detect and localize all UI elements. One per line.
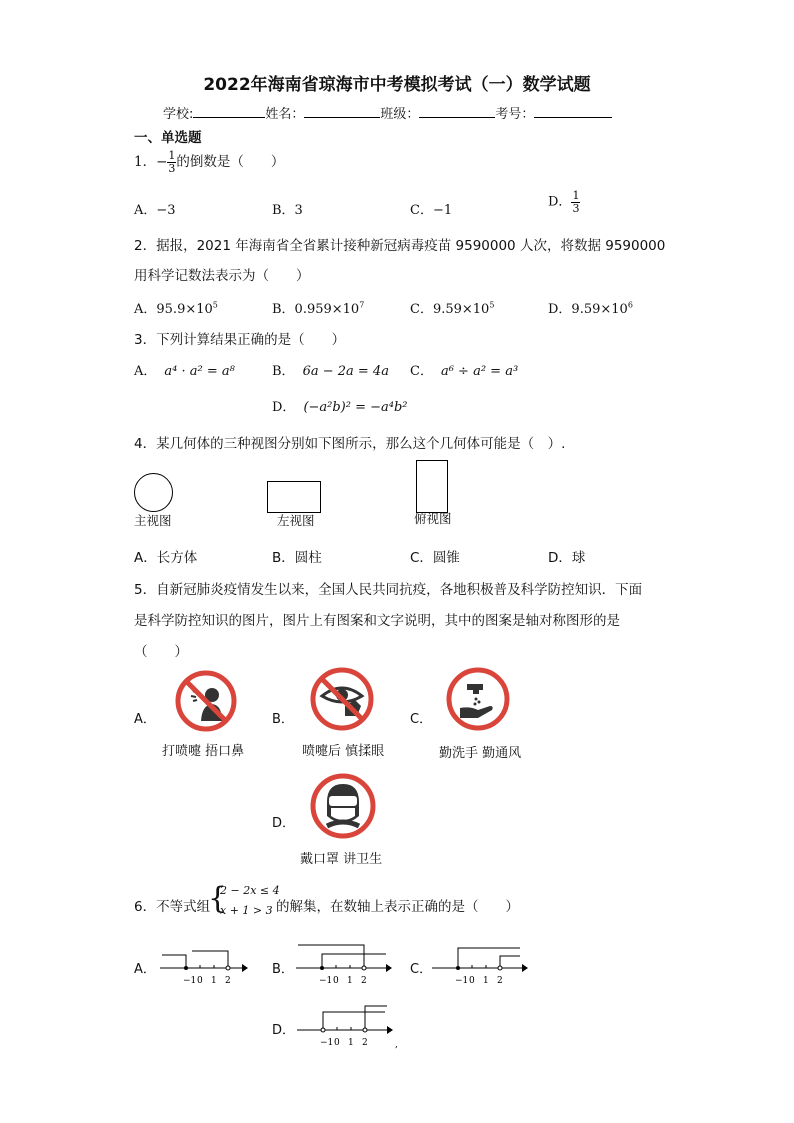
q3-a-label: A． [134,364,157,379]
q6-brace: { [208,881,228,916]
school-blank[interactable] [193,105,265,118]
question-5-line1: 5．自新冠肺炎疫情发生以来，全国人民共同抗疫，各地积极普及科学防控知识．下面 [134,582,643,598]
mask-wearing-icon [309,772,377,840]
q2-b-exp: 7 [359,300,365,310]
sneeze-cover-icon [174,669,238,733]
q6-d-tick-0: 0 [334,1038,340,1048]
question-4: 4．某几何体的三种视图分别如下图所示，那么这个几何体可能是（ ）. [134,436,566,452]
q6-b-tick-1: 1 [347,976,353,986]
q3-c-label: C． [410,364,433,379]
q6-b-tick-0: 0 [333,976,339,986]
q5-d-caption: 戴口罩 讲卫生 [300,852,383,867]
q2-c-text: C．9.59×10 [410,302,490,317]
q3-option-b[interactable] [272,360,389,379]
q5-option-b[interactable]: B． [272,712,294,727]
q6-lead: 6．不等式组 [134,899,211,915]
question-5-line2: 是科学防控知识的图片，图片上有图案和文字说明，其中的图案是轴对称图形的是 [134,613,620,629]
left-view-rectangle [267,481,321,513]
q2-option-c[interactable] [410,298,494,317]
q1-option-c[interactable]: C．−1 [410,203,453,218]
class-blank[interactable] [419,105,495,118]
name-label: 姓名： [265,107,305,122]
q6-b-tick-m1: −1 [319,976,333,986]
q6-option-b[interactable]: B． [272,962,294,977]
q3-c-expr: a⁶ ÷ a² = a³ [440,364,519,379]
q1-option-d[interactable] [548,190,580,214]
q4-option-b[interactable]: B．圆柱 [272,550,322,566]
q6-a-tick-1: 1 [211,976,217,986]
no-eye-rubbing-icon [309,666,375,732]
q2-c-exp: 5 [489,300,495,310]
school-label: 学校: [163,107,194,122]
q4-option-d[interactable]: D．球 [548,550,586,566]
q6-a-number-line [158,945,248,990]
class-label: 班级： [380,107,420,122]
q2-d-exp: 6 [627,300,633,310]
q6-d-tick-1: 1 [348,1038,354,1048]
q6-ineq-2: x + 1 > 3 [220,904,273,917]
q1-option-a[interactable]: A．−3 [134,203,176,218]
name-blank[interactable] [304,105,380,118]
q2-d-text: D．9.59×10 [548,302,628,317]
q3-option-d[interactable] [272,396,408,415]
q3-d-expr: (−a²b)² = −a⁴b² [303,400,408,415]
q4-option-a[interactable]: A．长方体 [134,550,198,566]
q6-b-number-line [294,940,394,990]
q5-option-a[interactable]: A． [134,712,156,727]
q1-text: 的倒数是（ ） [176,154,285,170]
q2-a-text: A．95.9×10 [134,302,213,317]
q1-option-d-label: D． [548,194,572,210]
top-view-rectangle [416,460,448,513]
q1-frac-num: 1 [168,149,176,163]
q1-d-fraction [571,190,580,214]
left-view-label: 左视图 [277,513,315,528]
q5-option-d[interactable]: D． [272,816,296,831]
q6-c-number-line [430,940,530,990]
q3-a-expr: a⁴ · a² = a⁸ [164,364,235,379]
q3-option-a[interactable] [134,360,235,379]
front-view-label: 主视图 [134,513,172,528]
q6-d-number-line [295,1002,405,1050]
q6-option-c[interactable]: C． [410,962,433,977]
q1-frac-den: 3 [168,162,176,175]
q6-option-d[interactable]: D． [272,1023,296,1038]
q3-b-expr: 6a − 2a = 4a [302,364,389,379]
q6-d-tick-m1: −1 [320,1038,334,1048]
q5-b-caption: 喷嚏后 慎揉眼 [302,744,385,759]
q2-option-d[interactable] [548,298,633,317]
student-info-line [163,103,612,122]
q6-option-a[interactable]: A． [134,962,156,977]
q6-b-tick-2: 2 [361,976,367,986]
question-2-line1: 2．据报，2021 年海南省全省累计接种新冠病毒疫苗 9590000 人次，将数据 9590000 [134,238,666,254]
q6-c-tick-0: 0 [469,976,475,986]
top-view-label: 俯视图 [414,511,452,526]
question-2-line2: 用科学记数法表示为（ ） [134,268,310,284]
q4-option-c[interactable]: C．圆锥 [410,550,460,566]
section-heading: 一、单选题 [134,130,202,146]
q1-option-b[interactable]: B．3 [272,203,303,218]
q2-a-exp: 5 [212,300,218,310]
q3-option-c[interactable] [410,360,518,379]
q6-ineq-1: 2 − 2x ≤ 4 [220,884,280,897]
q1-minus: − [156,154,168,170]
q6-a-tick-0: 0 [197,976,203,986]
front-view-circle [134,473,173,512]
q6-a-tick-2: 2 [225,976,231,986]
question-5-line3: （ ） [134,644,188,660]
q1-d-num: 1 [572,189,580,202]
q6-d-trailing-comma: , [395,1040,398,1050]
exam-title: 2022年海南省琼海市中考模拟考试（一）数学试题 [203,75,591,95]
q2-b-text: B．0.959×10 [272,302,360,317]
q1-d-den: 3 [572,201,580,215]
q6-text: 的解集，在数轴上表示正确的是（ ） [276,899,519,915]
q6-c-tick-2: 2 [497,976,503,986]
q6-d-tick-2: 2 [362,1038,368,1048]
q5-option-c[interactable]: C． [410,712,433,727]
q1-number: 1． [134,154,157,170]
question-1 [134,150,284,175]
q6-c-tick-1: 1 [483,976,489,986]
question-3: 3．下列计算结果正确的是（ ） [134,332,346,348]
number-blank[interactable] [534,105,612,118]
number-label: 考号： [495,107,535,122]
q2-option-a[interactable] [134,298,218,317]
q6-c-tick-m1: −1 [455,976,469,986]
hand-washing-icon [445,666,511,732]
q3-b-label: B． [272,364,295,379]
q2-option-b[interactable] [272,298,364,317]
q5-a-caption: 打喷嚏 捂口鼻 [162,744,245,759]
q3-d-label: D． [272,400,296,415]
q6-a-tick-m1: −1 [183,976,197,986]
q5-c-caption: 勤洗手 勤通风 [439,746,522,761]
